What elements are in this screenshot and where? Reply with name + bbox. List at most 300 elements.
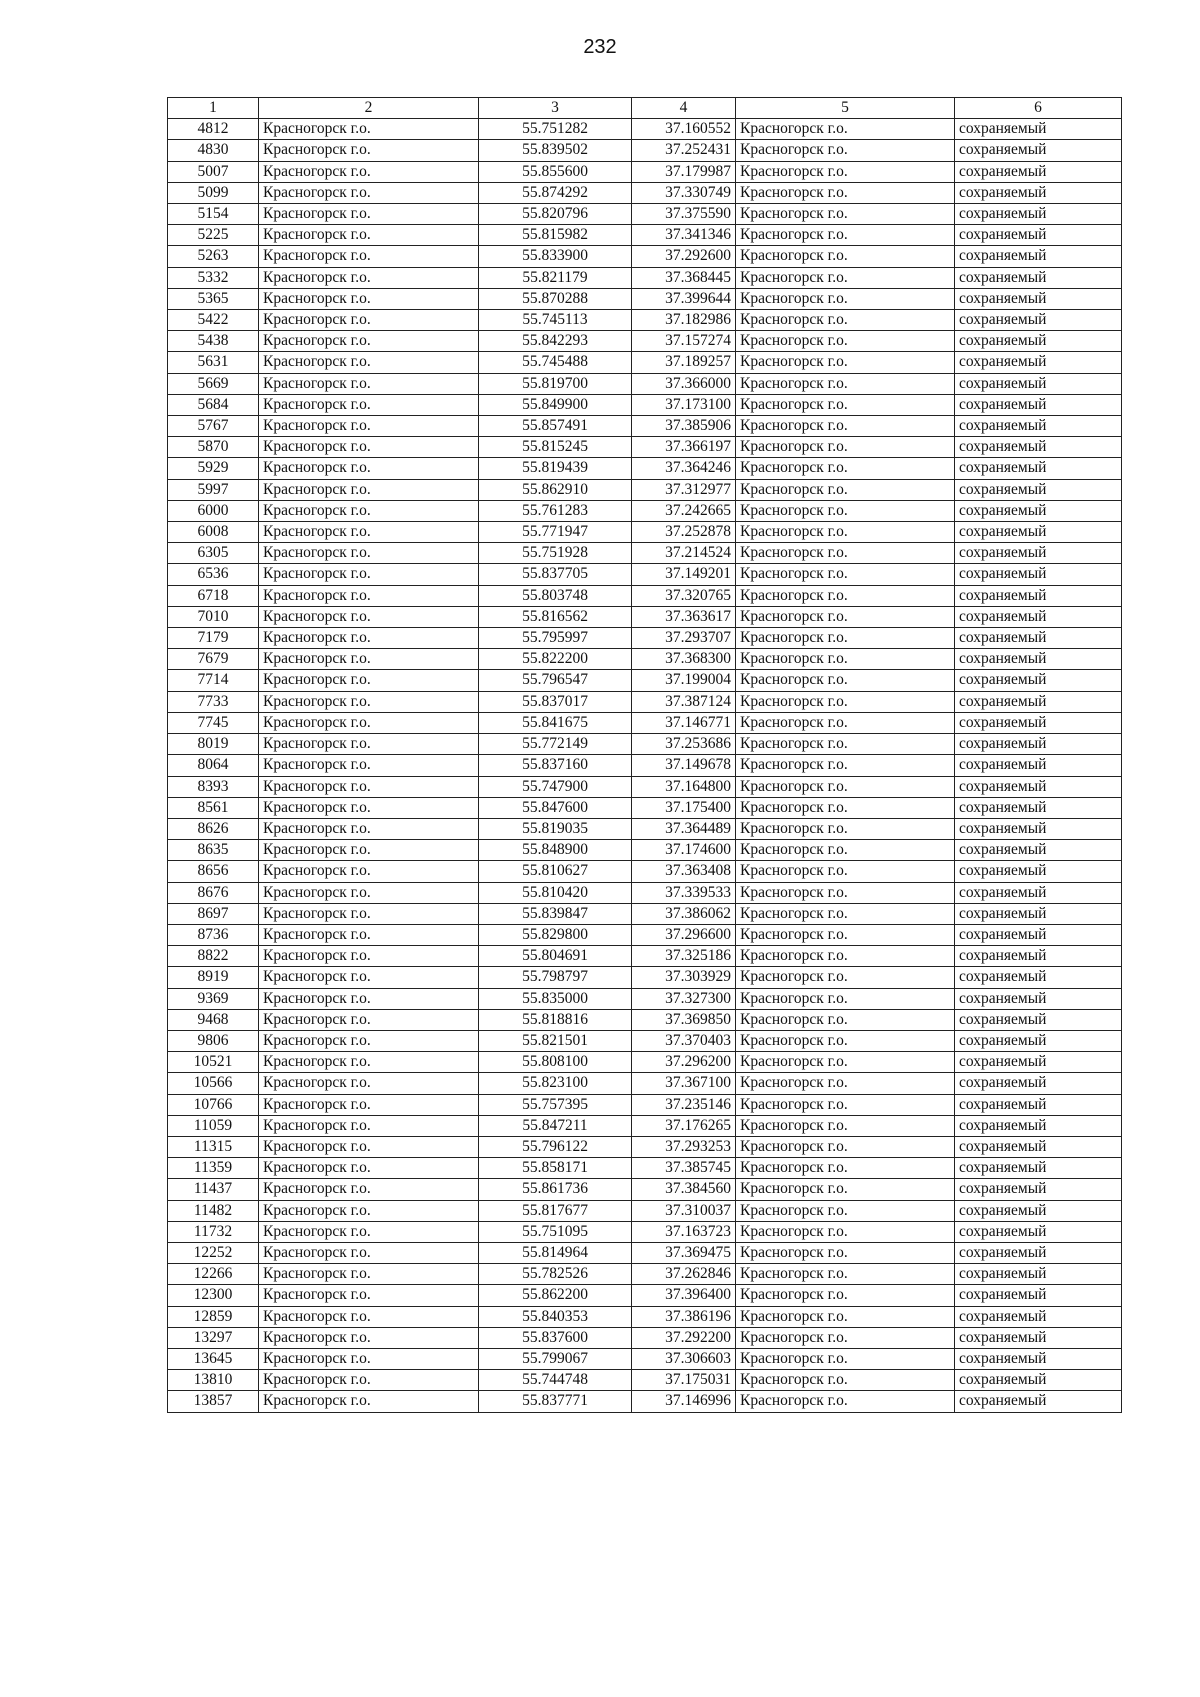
- location-cell: Красногорск г.о.: [736, 988, 955, 1009]
- latitude-cell: 55.817677: [479, 1200, 632, 1221]
- municipality-cell: Красногорск г.о.: [259, 1030, 479, 1051]
- municipality-cell: Красногорск г.о.: [259, 373, 479, 394]
- page-number: 232: [583, 36, 617, 58]
- status-cell: сохраняемый: [955, 522, 1122, 543]
- latitude-cell: 55.858171: [479, 1158, 632, 1179]
- location-cell: Красногорск г.о.: [736, 1306, 955, 1327]
- municipality-cell: Красногорск г.о.: [259, 564, 479, 585]
- longitude-cell: 37.189257: [632, 352, 736, 373]
- header-cell-6: 6: [955, 98, 1122, 119]
- status-cell: сохраняемый: [955, 267, 1122, 288]
- table-row: [168, 1348, 1122, 1369]
- municipality-cell: Красногорск г.о.: [259, 225, 479, 246]
- location-cell: Красногорск г.о.: [736, 1115, 955, 1136]
- municipality-cell: Красногорск г.о.: [259, 967, 479, 988]
- table-row: [168, 500, 1122, 521]
- status-cell: сохраняемый: [955, 437, 1122, 458]
- object-id-cell: 12252: [168, 1242, 259, 1263]
- table-row: [168, 1136, 1122, 1157]
- municipality-cell: Красногорск г.о.: [259, 1327, 479, 1348]
- table-row: [168, 924, 1122, 945]
- longitude-cell: 37.296200: [632, 1052, 736, 1073]
- latitude-cell: 55.810420: [479, 882, 632, 903]
- object-id-cell: 6536: [168, 564, 259, 585]
- location-cell: Красногорск г.о.: [736, 119, 955, 140]
- location-cell: Красногорск г.о.: [736, 394, 955, 415]
- table-row: [168, 1370, 1122, 1391]
- status-cell: сохраняемый: [955, 1391, 1122, 1412]
- header-row: [168, 98, 1122, 119]
- object-id-cell: 5929: [168, 458, 259, 479]
- object-id-cell: 7745: [168, 712, 259, 733]
- municipality-cell: Красногорск г.о.: [259, 1264, 479, 1285]
- latitude-cell: 55.751095: [479, 1221, 632, 1242]
- latitude-cell: 55.819700: [479, 373, 632, 394]
- object-id-cell: 11315: [168, 1136, 259, 1157]
- latitude-cell: 55.839502: [479, 140, 632, 161]
- latitude-cell: 55.835000: [479, 988, 632, 1009]
- longitude-cell: 37.157274: [632, 331, 736, 352]
- longitude-cell: 37.396400: [632, 1285, 736, 1306]
- longitude-cell: 37.262846: [632, 1264, 736, 1285]
- longitude-cell: 37.146996: [632, 1391, 736, 1412]
- latitude-cell: 55.847211: [479, 1115, 632, 1136]
- status-cell: сохраняемый: [955, 988, 1122, 1009]
- municipality-cell: Красногорск г.о.: [259, 946, 479, 967]
- status-cell: сохраняемый: [955, 924, 1122, 945]
- table-header: [168, 98, 1122, 119]
- latitude-cell: 55.782526: [479, 1264, 632, 1285]
- location-cell: Красногорск г.о.: [736, 1136, 955, 1157]
- longitude-cell: 37.363408: [632, 861, 736, 882]
- municipality-cell: Красногорск г.о.: [259, 1179, 479, 1200]
- longitude-cell: 37.242665: [632, 500, 736, 521]
- object-id-cell: 8919: [168, 967, 259, 988]
- longitude-cell: 37.387124: [632, 691, 736, 712]
- municipality-cell: Красногорск г.о.: [259, 1073, 479, 1094]
- table-row: [168, 882, 1122, 903]
- location-cell: Красногорск г.о.: [736, 1264, 955, 1285]
- object-id-cell: 7179: [168, 628, 259, 649]
- object-id-cell: 8561: [168, 797, 259, 818]
- table-row: [168, 585, 1122, 606]
- municipality-cell: Красногорск г.о.: [259, 903, 479, 924]
- status-cell: сохраняемый: [955, 1030, 1122, 1051]
- table-row: [168, 1094, 1122, 1115]
- latitude-cell: 55.757395: [479, 1094, 632, 1115]
- object-id-cell: 7679: [168, 649, 259, 670]
- location-cell: Красногорск г.о.: [736, 967, 955, 988]
- table-row: [168, 564, 1122, 585]
- object-id-cell: 13297: [168, 1327, 259, 1348]
- latitude-cell: 55.745113: [479, 310, 632, 331]
- table-row: [168, 776, 1122, 797]
- object-id-cell: 4812: [168, 119, 259, 140]
- location-cell: Красногорск г.о.: [736, 331, 955, 352]
- table-row: [168, 204, 1122, 225]
- status-cell: сохраняемый: [955, 818, 1122, 839]
- location-cell: Красногорск г.о.: [736, 225, 955, 246]
- longitude-cell: 37.149678: [632, 755, 736, 776]
- status-cell: сохраняемый: [955, 1370, 1122, 1391]
- object-id-cell: 8736: [168, 924, 259, 945]
- latitude-cell: 55.841675: [479, 712, 632, 733]
- longitude-cell: 37.367100: [632, 1073, 736, 1094]
- location-cell: Красногорск г.о.: [736, 1158, 955, 1179]
- table-row: [168, 903, 1122, 924]
- table-row: [168, 1052, 1122, 1073]
- table-row: [168, 1200, 1122, 1221]
- table-row: [168, 1073, 1122, 1094]
- object-id-cell: 8393: [168, 776, 259, 797]
- latitude-cell: 55.798797: [479, 967, 632, 988]
- header-cell-5: 5: [736, 98, 955, 119]
- latitude-cell: 55.795997: [479, 628, 632, 649]
- municipality-cell: Красногорск г.о.: [259, 988, 479, 1009]
- object-id-cell: 5263: [168, 246, 259, 267]
- table-row: [168, 946, 1122, 967]
- status-cell: сохраняемый: [955, 1052, 1122, 1073]
- latitude-cell: 55.822200: [479, 649, 632, 670]
- longitude-cell: 37.175031: [632, 1370, 736, 1391]
- header-cell-3: 3: [479, 98, 632, 119]
- longitude-cell: 37.292600: [632, 246, 736, 267]
- status-cell: сохраняемый: [955, 691, 1122, 712]
- longitude-cell: 37.370403: [632, 1030, 736, 1051]
- object-id-cell: 11059: [168, 1115, 259, 1136]
- latitude-cell: 55.804691: [479, 946, 632, 967]
- longitude-cell: 37.364489: [632, 818, 736, 839]
- table-row: [168, 606, 1122, 627]
- object-id-cell: 5422: [168, 310, 259, 331]
- latitude-cell: 55.849900: [479, 394, 632, 415]
- latitude-cell: 55.772149: [479, 734, 632, 755]
- location-cell: Красногорск г.о.: [736, 267, 955, 288]
- location-cell: Красногорск г.о.: [736, 1094, 955, 1115]
- latitude-cell: 55.796547: [479, 670, 632, 691]
- municipality-cell: Красногорск г.о.: [259, 140, 479, 161]
- status-cell: сохраняемый: [955, 1242, 1122, 1263]
- municipality-cell: Красногорск г.о.: [259, 1136, 479, 1157]
- status-cell: сохраняемый: [955, 1009, 1122, 1030]
- location-cell: Красногорск г.о.: [736, 734, 955, 755]
- municipality-cell: Красногорск г.о.: [259, 310, 479, 331]
- longitude-cell: 37.199004: [632, 670, 736, 691]
- longitude-cell: 37.163723: [632, 1221, 736, 1242]
- municipality-cell: Красногорск г.о.: [259, 543, 479, 564]
- table-row: [168, 734, 1122, 755]
- object-id-cell: 5154: [168, 204, 259, 225]
- object-id-cell: 13857: [168, 1391, 259, 1412]
- status-cell: сохраняемый: [955, 416, 1122, 437]
- object-id-cell: 4830: [168, 140, 259, 161]
- municipality-cell: Красногорск г.о.: [259, 267, 479, 288]
- longitude-cell: 37.368445: [632, 267, 736, 288]
- object-id-cell: 13645: [168, 1348, 259, 1369]
- status-cell: сохраняемый: [955, 903, 1122, 924]
- object-id-cell: 11437: [168, 1179, 259, 1200]
- table-row: [168, 1115, 1122, 1136]
- table-row: [168, 1306, 1122, 1327]
- table-row: [168, 1242, 1122, 1263]
- object-id-cell: 10766: [168, 1094, 259, 1115]
- object-id-cell: 5631: [168, 352, 259, 373]
- longitude-cell: 37.327300: [632, 988, 736, 1009]
- municipality-cell: Красногорск г.о.: [259, 352, 479, 373]
- location-cell: Красногорск г.о.: [736, 649, 955, 670]
- status-cell: сохраняемый: [955, 1179, 1122, 1200]
- longitude-cell: 37.375590: [632, 204, 736, 225]
- latitude-cell: 55.823100: [479, 1073, 632, 1094]
- object-id-cell: 5365: [168, 288, 259, 309]
- status-cell: сохраняемый: [955, 1158, 1122, 1179]
- location-cell: Красногорск г.о.: [736, 543, 955, 564]
- municipality-cell: Красногорск г.о.: [259, 437, 479, 458]
- status-cell: сохраняемый: [955, 882, 1122, 903]
- location-cell: Красногорск г.о.: [736, 1370, 955, 1391]
- longitude-cell: 37.384560: [632, 1179, 736, 1200]
- latitude-cell: 55.840353: [479, 1306, 632, 1327]
- location-cell: Красногорск г.о.: [736, 840, 955, 861]
- table-row: [168, 119, 1122, 140]
- location-cell: Красногорск г.о.: [736, 606, 955, 627]
- table-row: [168, 818, 1122, 839]
- location-cell: Красногорск г.о.: [736, 437, 955, 458]
- table-row: [168, 1221, 1122, 1242]
- status-cell: сохраняемый: [955, 1285, 1122, 1306]
- location-cell: Красногорск г.о.: [736, 818, 955, 839]
- status-cell: сохраняемый: [955, 861, 1122, 882]
- table-row: [168, 543, 1122, 564]
- latitude-cell: 55.837705: [479, 564, 632, 585]
- latitude-cell: 55.751282: [479, 119, 632, 140]
- latitude-cell: 55.870288: [479, 288, 632, 309]
- location-cell: Красногорск г.о.: [736, 310, 955, 331]
- municipality-cell: Красногорск г.о.: [259, 818, 479, 839]
- table-row: [168, 416, 1122, 437]
- latitude-cell: 55.819035: [479, 818, 632, 839]
- latitude-cell: 55.751928: [479, 543, 632, 564]
- status-cell: сохраняемый: [955, 373, 1122, 394]
- location-cell: Красногорск г.о.: [736, 204, 955, 225]
- table-row: [168, 797, 1122, 818]
- municipality-cell: Красногорск г.о.: [259, 1115, 479, 1136]
- header-cell-1: 1: [168, 98, 259, 119]
- latitude-cell: 55.874292: [479, 182, 632, 203]
- municipality-cell: Красногорск г.о.: [259, 734, 479, 755]
- longitude-cell: 37.164800: [632, 776, 736, 797]
- status-cell: сохраняемый: [955, 606, 1122, 627]
- status-cell: сохраняемый: [955, 394, 1122, 415]
- table-row: [168, 691, 1122, 712]
- status-cell: сохраняемый: [955, 628, 1122, 649]
- table-row: [168, 437, 1122, 458]
- location-cell: Красногорск г.о.: [736, 564, 955, 585]
- status-cell: сохраняемый: [955, 649, 1122, 670]
- location-cell: Красногорск г.о.: [736, 182, 955, 203]
- object-id-cell: 9468: [168, 1009, 259, 1030]
- longitude-cell: 37.303929: [632, 967, 736, 988]
- longitude-cell: 37.386196: [632, 1306, 736, 1327]
- longitude-cell: 37.253686: [632, 734, 736, 755]
- location-cell: Красногорск г.о.: [736, 797, 955, 818]
- table-row: [168, 225, 1122, 246]
- longitude-cell: 37.182986: [632, 310, 736, 331]
- municipality-cell: Красногорск г.о.: [259, 691, 479, 712]
- longitude-cell: 37.385745: [632, 1158, 736, 1179]
- location-cell: Красногорск г.о.: [736, 140, 955, 161]
- object-id-cell: 7010: [168, 606, 259, 627]
- status-cell: сохраняемый: [955, 352, 1122, 373]
- longitude-cell: 37.235146: [632, 1094, 736, 1115]
- municipality-cell: Красногорск г.о.: [259, 119, 479, 140]
- table-row: [168, 267, 1122, 288]
- latitude-cell: 55.816562: [479, 606, 632, 627]
- longitude-cell: 37.399644: [632, 288, 736, 309]
- table-row: [168, 522, 1122, 543]
- object-id-cell: 10566: [168, 1073, 259, 1094]
- municipality-cell: Красногорск г.о.: [259, 288, 479, 309]
- municipality-cell: Красногорск г.о.: [259, 840, 479, 861]
- location-cell: Красногорск г.о.: [736, 1073, 955, 1094]
- longitude-cell: 37.173100: [632, 394, 736, 415]
- longitude-cell: 37.363617: [632, 606, 736, 627]
- longitude-cell: 37.175400: [632, 797, 736, 818]
- latitude-cell: 55.855600: [479, 161, 632, 182]
- object-id-cell: 8019: [168, 734, 259, 755]
- status-cell: сохраняемый: [955, 182, 1122, 203]
- latitude-cell: 55.857491: [479, 416, 632, 437]
- longitude-cell: 37.149201: [632, 564, 736, 585]
- status-cell: сохраняемый: [955, 204, 1122, 225]
- status-cell: сохраняемый: [955, 776, 1122, 797]
- longitude-cell: 37.293707: [632, 628, 736, 649]
- latitude-cell: 55.818816: [479, 1009, 632, 1030]
- status-cell: сохраняемый: [955, 543, 1122, 564]
- object-id-cell: 6305: [168, 543, 259, 564]
- latitude-cell: 55.815245: [479, 437, 632, 458]
- table-row: [168, 394, 1122, 415]
- longitude-cell: 37.386062: [632, 903, 736, 924]
- latitude-cell: 55.761283: [479, 500, 632, 521]
- table-row: [168, 161, 1122, 182]
- status-cell: сохраняемый: [955, 1136, 1122, 1157]
- location-cell: Красногорск г.о.: [736, 352, 955, 373]
- latitude-cell: 55.819439: [479, 458, 632, 479]
- municipality-cell: Красногорск г.о.: [259, 649, 479, 670]
- status-cell: сохраняемый: [955, 310, 1122, 331]
- location-cell: Красногорск г.о.: [736, 1242, 955, 1263]
- municipality-cell: Красногорск г.о.: [259, 246, 479, 267]
- latitude-cell: 55.745488: [479, 352, 632, 373]
- status-cell: сохраняемый: [955, 670, 1122, 691]
- object-id-cell: 8822: [168, 946, 259, 967]
- status-cell: сохраняемый: [955, 755, 1122, 776]
- longitude-cell: 37.292200: [632, 1327, 736, 1348]
- municipality-cell: Красногорск г.о.: [259, 670, 479, 691]
- object-id-cell: 5997: [168, 479, 259, 500]
- municipality-cell: Красногорск г.о.: [259, 882, 479, 903]
- location-cell: Красногорск г.о.: [736, 946, 955, 967]
- latitude-cell: 55.861736: [479, 1179, 632, 1200]
- table-row: [168, 1264, 1122, 1285]
- status-cell: сохраняемый: [955, 734, 1122, 755]
- status-cell: сохраняемый: [955, 712, 1122, 733]
- object-id-cell: 11482: [168, 1200, 259, 1221]
- object-id-cell: 6000: [168, 500, 259, 521]
- location-cell: Красногорск г.о.: [736, 373, 955, 394]
- location-cell: Красногорск г.о.: [736, 161, 955, 182]
- table-row: [168, 288, 1122, 309]
- location-cell: Красногорск г.о.: [736, 1009, 955, 1030]
- location-cell: Красногорск г.о.: [736, 479, 955, 500]
- object-id-cell: 6008: [168, 522, 259, 543]
- latitude-cell: 55.821501: [479, 1030, 632, 1051]
- longitude-cell: 37.310037: [632, 1200, 736, 1221]
- location-cell: Красногорск г.о.: [736, 1030, 955, 1051]
- municipality-cell: Красногорск г.о.: [259, 712, 479, 733]
- object-id-cell: 12859: [168, 1306, 259, 1327]
- data-table: [167, 97, 1122, 1413]
- longitude-cell: 37.364246: [632, 458, 736, 479]
- location-cell: Красногорск г.о.: [736, 458, 955, 479]
- status-cell: сохраняемый: [955, 161, 1122, 182]
- location-cell: Красногорск г.о.: [736, 246, 955, 267]
- location-cell: Красногорск г.о.: [736, 1391, 955, 1412]
- object-id-cell: 6718: [168, 585, 259, 606]
- latitude-cell: 55.862200: [479, 1285, 632, 1306]
- location-cell: Красногорск г.о.: [736, 628, 955, 649]
- municipality-cell: Красногорск г.о.: [259, 606, 479, 627]
- latitude-cell: 55.796122: [479, 1136, 632, 1157]
- longitude-cell: 37.320765: [632, 585, 736, 606]
- longitude-cell: 37.366197: [632, 437, 736, 458]
- table-row: [168, 310, 1122, 331]
- table-row: [168, 458, 1122, 479]
- status-cell: сохраняемый: [955, 331, 1122, 352]
- header-cell-4: 4: [632, 98, 736, 119]
- status-cell: сохраняемый: [955, 1094, 1122, 1115]
- status-cell: сохраняемый: [955, 585, 1122, 606]
- status-cell: сохраняемый: [955, 119, 1122, 140]
- object-id-cell: 9369: [168, 988, 259, 1009]
- longitude-cell: 37.339533: [632, 882, 736, 903]
- municipality-cell: Красногорск г.о.: [259, 500, 479, 521]
- table-row: [168, 479, 1122, 500]
- location-cell: Красногорск г.о.: [736, 712, 955, 733]
- object-id-cell: 12266: [168, 1264, 259, 1285]
- location-cell: Красногорск г.о.: [736, 691, 955, 712]
- table-row: [168, 670, 1122, 691]
- municipality-cell: Красногорск г.о.: [259, 1221, 479, 1242]
- longitude-cell: 37.179987: [632, 161, 736, 182]
- header-cell-2: 2: [259, 98, 479, 119]
- object-id-cell: 7733: [168, 691, 259, 712]
- municipality-cell: Красногорск г.о.: [259, 1242, 479, 1263]
- location-cell: Красногорск г.о.: [736, 670, 955, 691]
- location-cell: Красногорск г.о.: [736, 776, 955, 797]
- object-id-cell: 5870: [168, 437, 259, 458]
- municipality-cell: Красногорск г.о.: [259, 394, 479, 415]
- location-cell: Красногорск г.о.: [736, 585, 955, 606]
- location-cell: Красногорск г.о.: [736, 1285, 955, 1306]
- object-id-cell: 5438: [168, 331, 259, 352]
- latitude-cell: 55.821179: [479, 267, 632, 288]
- municipality-cell: Красногорск г.о.: [259, 1370, 479, 1391]
- municipality-cell: Красногорск г.о.: [259, 1285, 479, 1306]
- table-row: [168, 1179, 1122, 1200]
- object-id-cell: 5684: [168, 394, 259, 415]
